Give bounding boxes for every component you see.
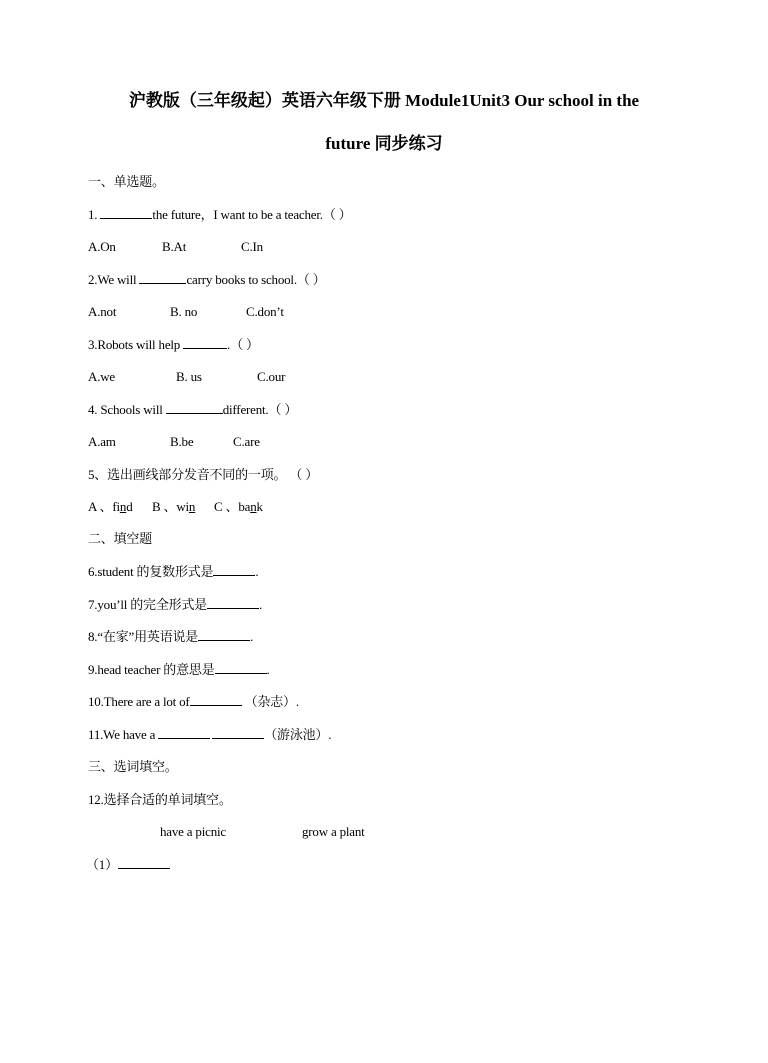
question-3-text: .（ ） xyxy=(227,337,259,352)
question-4-options xyxy=(88,433,260,451)
answer-blank xyxy=(213,563,255,576)
section-heading-word-choice: 三、选词填空。 xyxy=(88,759,178,774)
option-c: C.are xyxy=(233,434,260,449)
option-a: A.On xyxy=(88,239,116,254)
question-2-options xyxy=(88,303,284,321)
question-12: 12.选择合适的单词填空。 xyxy=(88,792,232,807)
option-b: B 、win xyxy=(152,499,196,514)
document-title-line-2: future 同步练习 xyxy=(325,134,443,153)
question-2-number: 2.We will xyxy=(88,272,140,287)
word-option-2: grow a plant xyxy=(302,824,365,839)
option-a: A.am xyxy=(88,434,116,449)
answer-blank xyxy=(118,856,170,869)
section-heading-single-choice: 一、单选题。 xyxy=(88,174,165,189)
answer-blank xyxy=(215,661,267,674)
answer-blank xyxy=(190,693,242,706)
answer-blank xyxy=(158,726,210,739)
option-c: C.In xyxy=(241,239,263,254)
answer-blank xyxy=(183,336,227,349)
section-heading-fill-in: 二、填空题 xyxy=(88,531,153,546)
document-title-line-1: 沪教版（三年级起）英语六年级下册 Module1Unit3 Our school in the xyxy=(128,91,640,110)
option-b: B.be xyxy=(170,434,194,449)
question-6: 6.student 的复数形式是 . xyxy=(88,564,259,579)
answer-blank xyxy=(207,596,259,609)
word-option-1: have a picnic xyxy=(160,824,226,839)
answer-blank xyxy=(139,271,186,284)
question-2 xyxy=(88,271,326,289)
question-2-text: carry books to school.（ ） xyxy=(186,272,326,287)
option-b: B.At xyxy=(162,239,187,254)
option-c: C 、bank xyxy=(214,499,263,514)
question-1 xyxy=(88,206,351,224)
question-3 xyxy=(88,336,259,354)
question-3-options xyxy=(88,368,285,386)
question-1-options xyxy=(88,238,263,256)
question-4-text: different.（ ） xyxy=(222,402,298,417)
option-a: A.not xyxy=(88,304,117,319)
answer-blank xyxy=(166,401,223,414)
option-a: A.we xyxy=(88,369,115,384)
option-b: B. no xyxy=(170,304,198,319)
answer-blank xyxy=(198,628,250,641)
question-3-number: 3.Robots will help xyxy=(88,337,184,352)
question-1-number: 1. xyxy=(88,207,101,222)
option-a: A 、find xyxy=(88,499,133,514)
answer-blank xyxy=(100,206,152,219)
question-5-options xyxy=(88,498,263,516)
word-bank xyxy=(160,823,365,841)
question-1-text: the future，I want to be a teacher.（ ） xyxy=(152,207,352,222)
question-5: 5、选出画线部分发音不同的一项。 （ ） xyxy=(88,467,319,482)
question-11: 11.We have a （游泳池）. xyxy=(88,727,332,742)
option-b: B. us xyxy=(176,369,202,384)
question-10: 10.There are a lot of （杂志）. xyxy=(88,694,299,709)
question-9: 9.head teacher 的意思是 . xyxy=(88,662,270,677)
answer-blank xyxy=(212,726,264,739)
question-7: 7.you’ll 的完全形式是 . xyxy=(88,597,263,612)
option-c: C.our xyxy=(257,369,286,384)
question-4-number: 4. Schools will xyxy=(88,402,166,417)
option-c: C.don’t xyxy=(246,304,284,319)
question-8: 8.“在家”用英语说是 . xyxy=(88,629,254,644)
question-12-sub-1: （1） xyxy=(86,856,170,874)
question-4 xyxy=(88,401,297,419)
